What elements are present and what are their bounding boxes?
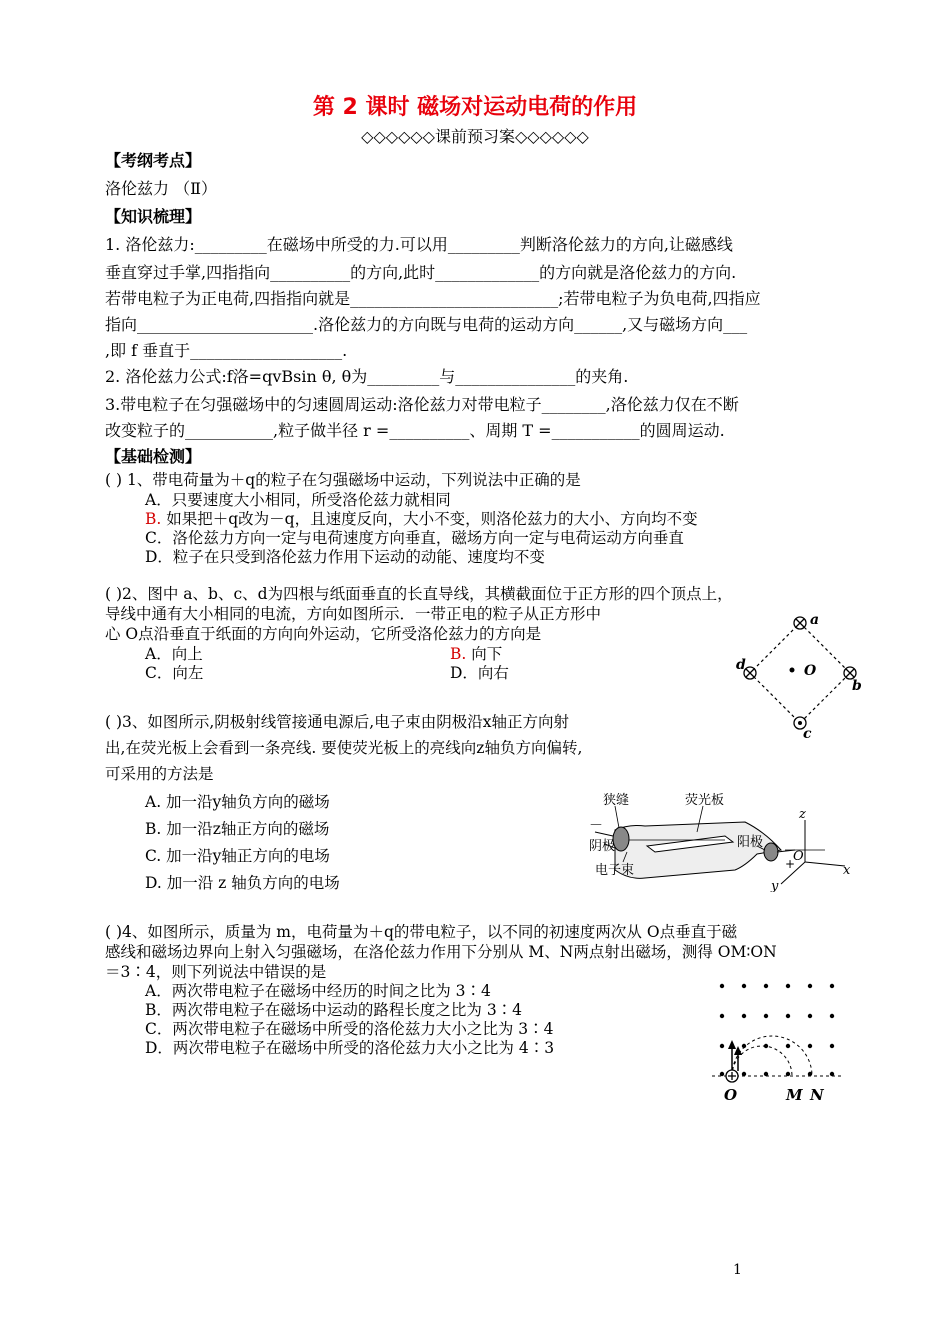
q4-option-a: A．两次带电粒子在磁场中经历的时间之比为 3∶4 — [145, 982, 491, 1000]
q3-line2: 出,在荧光板上会看到一条亮线. 要使荧光板上的亮线向z轴负方向偏转, — [105, 739, 583, 757]
q1-option-c: C．洛伦兹力方向一定与电荷速度方向垂直，磁场方向一定与电荷运动方向垂直 — [145, 529, 684, 547]
label-o: O — [793, 849, 804, 864]
label-a: a — [810, 612, 820, 628]
q1-option-a: A．只要速度大小相同，所受洛伦兹力就相同 — [145, 491, 451, 509]
section-knowledge: 【知识梳理】 — [105, 207, 202, 226]
q4-line3: ＝3∶4，则下列说法中错误的是 — [105, 963, 327, 981]
label-m: M — [786, 1086, 803, 1104]
exam-item: 洛伦兹力 （Ⅱ） — [105, 179, 217, 198]
q2-line2: 导线中通有大小相同的电流，方向如图所示．一带正电的粒子从正方形中 — [105, 605, 602, 623]
label-screen: 荧光板 — [685, 793, 725, 808]
q3-option-b: B. 加一沿z轴正方向的磁场 — [145, 820, 330, 838]
q2-option-b-text: 向下 — [466, 645, 503, 663]
page-title: 第 2 课时 磁场对运动电荷的作用 — [312, 95, 638, 120]
q3-option-d: D. 加一沿 z 轴负方向的电场 — [145, 874, 340, 892]
q2-option-d: D．向右 — [450, 664, 509, 682]
q4-line2: 感线和磁场边界向上射入匀强磁场，在洛伦兹力作用下分别从 M、N两点射出磁场，测得 OM∶ON — [105, 943, 777, 961]
label-o: O — [804, 663, 817, 679]
magnetic-field-figure — [712, 976, 852, 1106]
label-plus: + — [785, 857, 796, 871]
label-x: x — [843, 863, 851, 878]
label-c: c — [803, 726, 812, 738]
knowledge-line: 垂直穿过手掌,四指指向__________的方向,此时_____________的方向就是洛伦兹力的方向. — [105, 263, 737, 282]
knowledge-line: 指向______________________.洛伦兹力的方向既与电荷的运动方向______,又与磁场方向___ — [105, 315, 748, 334]
label-cathode: 阴极 — [589, 839, 616, 854]
label-minus: － — [589, 818, 603, 834]
label-anode: 阳极 — [737, 835, 764, 850]
q2-option-b-label: B. — [450, 645, 467, 663]
label-b: b — [852, 678, 862, 694]
knowledge-line: 1. 洛伦兹力:_________在磁场中所受的力.可以用_________判断洛伦兹力的方向,让磁感线 — [105, 235, 733, 254]
label-d: d — [736, 657, 746, 673]
q3-option-c: C. 加一沿y轴正方向的电场 — [145, 847, 330, 865]
section-basic: 【基础检测】 — [105, 447, 202, 466]
q1-option-b-label: B. — [145, 510, 162, 528]
q4-option-c: C．两次带电粒子在磁场中所受的洛伦兹力大小之比为 3∶4 — [145, 1020, 554, 1038]
q2-option-c: C．向左 — [145, 664, 204, 682]
label-o: O — [724, 1086, 738, 1104]
knowledge-line: 3.带电粒子在匀强磁场中的匀速圆周运动:洛伦兹力对带电粒子________,洛伦兹力仅在不断 — [105, 395, 739, 414]
knowledge-line: 2. 洛伦兹力公式:f洛=qvBsin θ, θ为_________与_______________的夹角. — [105, 367, 629, 386]
label-slit: 狭缝 — [603, 793, 630, 808]
section-exam-points: 【考纲考点】 — [105, 151, 202, 170]
square-wires-figure — [730, 608, 870, 738]
q1-stem: ( ) 1、带电荷量为＋q的粒子在匀强磁场中运动，下列说法中正确的是 — [105, 471, 581, 489]
q3-line1: ( )3、如图所示,阴极射线管接通电源后,电子束由阴极沿x轴正方向射 — [105, 713, 569, 731]
q4-option-d: D．两次带电粒子在磁场中所受的洛伦兹力大小之比为 4∶3 — [145, 1039, 555, 1057]
knowledge-line: ,即 f 垂直于___________________. — [105, 341, 348, 360]
q2-option-a: A．向上 — [145, 645, 203, 663]
page-number: 1 — [733, 1262, 742, 1278]
knowledge-line: 若带电粒子为正电荷,四指指向就是__________________________;若带电粒子为负电荷,四指应 — [105, 289, 761, 308]
label-n: N — [810, 1086, 824, 1104]
q1-option-b-text: 如果把＋q改为－q，且速度反向，大小不变，则洛伦兹力的大小、方向均不变 — [161, 510, 698, 528]
q2-line3: 心 O点沿垂直于纸面的方向向外运动，它所受洛伦兹力的方向是 — [105, 625, 542, 643]
label-beam: 电子束 — [595, 863, 635, 878]
cathode-ray-tube-figure — [585, 792, 855, 892]
q4-option-b: B．两次带电粒子在磁场中运动的路程长度之比为 3∶4 — [145, 1001, 523, 1019]
knowledge-line: 改变粒子的___________,粒子做半径 r =__________、周期 T =___________的圆周运动. — [105, 421, 725, 440]
q1-option-d: D．粒子在只受到洛伦兹力作用下运动的动能、速度均不变 — [145, 548, 545, 566]
q2-line1: ( )2、图中 a、b、c、d为四根与纸面垂直的长直导线，其横截面位于正方形的四个顶点上， — [105, 585, 733, 603]
q3-line3: 可采用的方法是 — [105, 765, 214, 783]
page-subtitle: ◇◇◇◇◇◇课前预习案◇◇◇◇◇◇ — [361, 127, 589, 146]
q3-option-a: A. 加一沿y轴负方向的磁场 — [145, 793, 330, 811]
label-z: z — [799, 807, 806, 822]
label-y: y — [771, 879, 779, 892]
q4-line1: ( )4、如图所示，质量为 m，电荷量为＋q的带电粒子，以不同的初速度两次从 O点垂直于磁 — [105, 923, 738, 941]
